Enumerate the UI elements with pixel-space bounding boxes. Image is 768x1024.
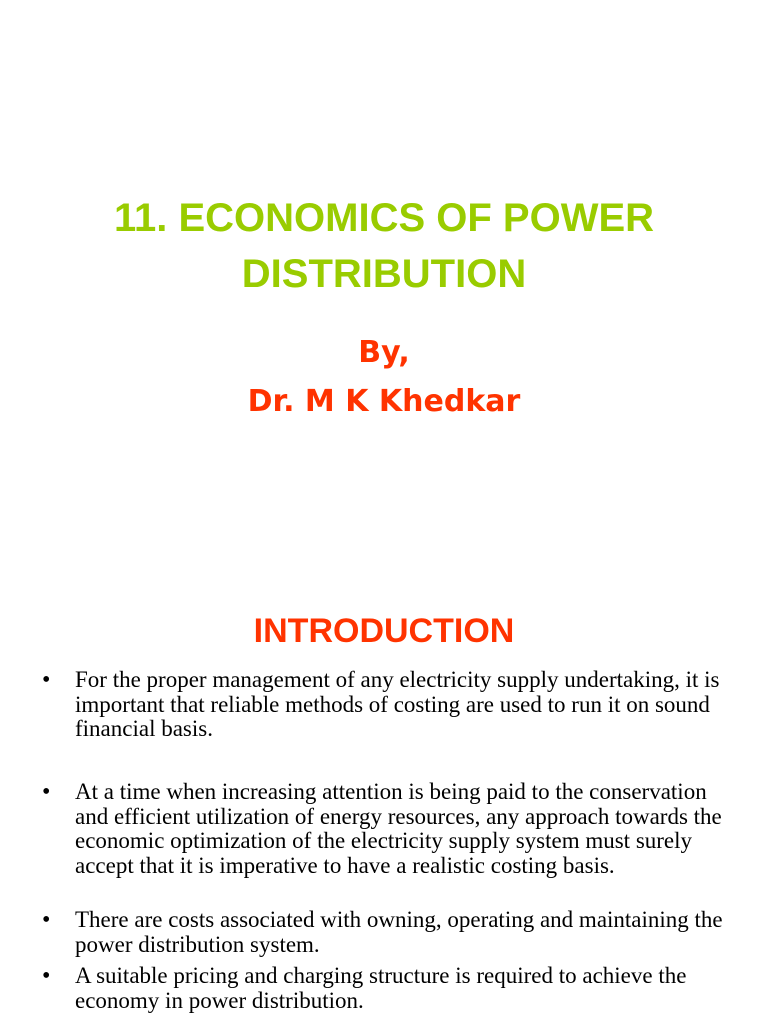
bullet-text: At a time when increasing attention is being paid to the conservation and efficient utilization of energy resources, any approach towards the economic optimization of the electricity supply system must surely accept that it is imperative to have a realistic costing basis. — [75, 779, 722, 878]
page-title — [0, 190, 768, 302]
bullet-icon: • — [42, 779, 51, 805]
bullet-text: There are costs associated with owning, operating and maintaining the power distribution system. — [75, 907, 723, 957]
bullet-text: For the proper management of any electricity supply undertaking, it is important that reliable methods of costing are used to run it on sound financial basis. — [75, 667, 720, 741]
author-by-label: By, — [358, 335, 410, 370]
author-name: Dr. M K Khedkar — [247, 384, 521, 419]
title-line-1: 11. ECONOMICS OF POWER — [113, 196, 655, 240]
bullet-icon: • — [42, 907, 51, 933]
bullet-text: A suitable pricing and charging structure is required to achieve the economy in power distribution. — [75, 963, 687, 1013]
title-line-2: DISTRIBUTION — [241, 252, 527, 296]
bullet-icon: • — [42, 963, 51, 989]
bullet-icon: • — [42, 667, 51, 693]
section-heading: INTRODUCTION — [253, 612, 515, 650]
